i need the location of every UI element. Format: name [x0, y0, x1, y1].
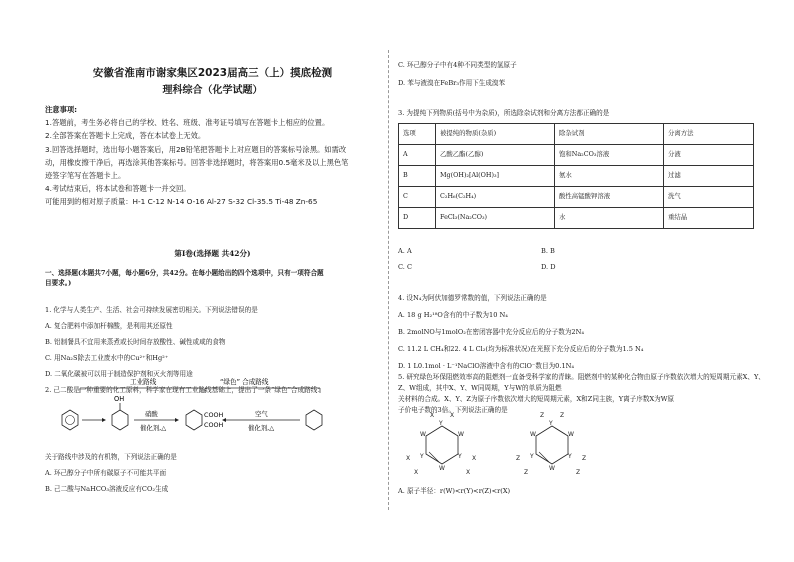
cyclohexanol-structure — [112, 395, 128, 430]
notice-block — [45, 103, 380, 209]
question-2-continued — [398, 60, 768, 88]
option-b: B. 2molNO与1molO₂在密闭容器中充分反应后的分子数为2N₄ — [398, 328, 585, 336]
svg-text:X: X — [406, 455, 411, 462]
option-a: A. 复合肥料中添加杆棉酸，是利用其还原性 — [45, 322, 173, 330]
option-d: D. 苯与液溴在FeBr₃作用下生成溴苯 — [398, 79, 506, 87]
table-row — [399, 166, 754, 187]
svg-text:Y: Y — [439, 420, 443, 427]
svg-text:W: W — [549, 465, 555, 472]
svg-text:X: X — [430, 412, 435, 419]
option-c: C. 11.2 L CH₄和22. 4 L Cl₂(均为标准状况)在光照下充分反应后的分子数为1.5 N₄ — [398, 345, 644, 353]
question-sub-stem: 关于路线中涉及的有机物，下列说法正确的是 — [45, 453, 177, 461]
purification-table — [398, 123, 754, 229]
section-title: 第Ⅰ卷(选择题 共42分) — [174, 249, 251, 258]
question-stem-line: 子价电子数的3倍。下列说法正确的是 — [398, 406, 508, 414]
table-cell: 乙酸乙酯(乙醇) — [436, 145, 555, 166]
section-intro-line: 目要求。) — [45, 279, 72, 287]
answer-a: A. A — [398, 247, 412, 255]
svg-text:Z: Z — [582, 455, 587, 462]
molecule-structure-left — [402, 412, 482, 478]
svg-text:Y: Y — [568, 453, 572, 460]
table-cell: 分液 — [664, 145, 754, 166]
adipic-acid-structure — [186, 410, 224, 430]
table-header: 选项 — [399, 124, 436, 145]
question-5-option-a: A. 原子半径：r(W)<r(Y)<r(Z)<r(X) — [398, 487, 511, 495]
svg-text:Z: Z — [516, 455, 521, 462]
svg-text:W: W — [568, 431, 574, 438]
table-row — [399, 208, 754, 229]
table-cell: 饱和Na₂CO₃溶液 — [555, 145, 664, 166]
table-cell: 氨水 — [555, 166, 664, 187]
notice-heading: 注意事项: — [45, 105, 78, 114]
hydroxyl-label: OH — [114, 395, 125, 403]
option-d: D. 二氧化碳被可以用于制造保护剂和灭火剂等用途 — [45, 370, 193, 378]
column-divider — [388, 50, 389, 510]
svg-text:Z: Z — [524, 469, 529, 476]
question-4 — [398, 293, 768, 371]
table-header: 被提纯的物质(杂质) — [436, 124, 555, 145]
question-stem: 1. 化学与人类生产、生活、社会可持续发展密切相关。下列说法错误的是 — [45, 306, 258, 314]
svg-text:W: W — [458, 431, 464, 438]
exam-subtitle: 理科综合（化学试题） — [162, 85, 263, 96]
question-2-stem: 2. 己二酸是一种重要的化工原料，科学家在现有工业路线基础上，提出了一条“绿色”合成路线： — [45, 386, 324, 394]
answer-d: D. D — [541, 263, 556, 271]
section-intro-line: 一、选择题(本题共7小题，每小题6分，共42分。在每小题给出的四个选项中，只有一项符合题 — [45, 269, 324, 277]
svg-text:Z: Z — [540, 412, 545, 419]
table-cell: B — [399, 166, 436, 187]
air-label: 空气 — [255, 410, 268, 418]
section-intro — [45, 268, 380, 288]
svg-text:W: W — [420, 431, 426, 438]
cooh-label: COOH — [204, 411, 224, 419]
benzene-structure — [62, 410, 78, 430]
question-3-answers — [398, 247, 768, 277]
molecule-structure-right — [512, 412, 592, 478]
svg-text:Y: Y — [458, 453, 462, 460]
option-a: A. 环己醇分子中所有碳原子不可能共平面 — [45, 469, 167, 477]
table-header: 分离方法 — [664, 124, 754, 145]
answer-b: B. B — [541, 247, 555, 255]
table-cell: D — [399, 208, 436, 229]
svg-text:X: X — [466, 469, 471, 476]
svg-text:Y: Y — [420, 453, 424, 460]
svg-text:X: X — [472, 455, 477, 462]
notice-item: 1.答题前，考生务必将自己的学校、姓名、班级、准考证号填写在答题卡上相应的位置。 — [45, 118, 330, 128]
table-row — [399, 145, 754, 166]
table-cell: 过滤 — [664, 166, 754, 187]
option-a: A. 18 g H₂¹⁸O含有的中子数为10 N₄ — [398, 311, 508, 319]
cooh-label: COOH — [204, 421, 224, 429]
notice-item: 动，用橡皮擦干净后，再选涂其他答案标号。回答非选择题时，将答案用0.5毫米及以上黑色笔 — [45, 157, 349, 167]
svg-text:Y: Y — [530, 453, 534, 460]
option-d: D. 1 L0.1mol · L⁻¹NaClO溶液中含有的ClO⁻数目为0.1N₄ — [398, 362, 575, 370]
svg-text:W: W — [530, 431, 536, 438]
svg-text:Z: Z — [576, 469, 581, 476]
catalyst-label: 催化剂,△ — [140, 424, 167, 432]
atomic-masses: 可能用到的相对原子质量：H-1 C-12 N-14 O-16 Al-27 S-32 Cl-35.5 Ti-48 Zn-65 — [45, 197, 318, 207]
svg-text:X: X — [414, 469, 419, 476]
question-stem-line: 5. 研究绿色环保阻燃效率高的阻燃剂一直备受科学家的青睐。阻燃剂中的某种化合物由原子序数依次增大的短周期元素X、Y、Z、W组成，其中X、Y、W同周期，Y与W的单质为阻燃 — [398, 373, 765, 392]
option-b: B. 己二酸与NaHCO₃溶液反应有CO₂生成 — [45, 485, 169, 493]
table-cell: 水 — [555, 208, 664, 229]
route-green-label: “绿色” 合成路线 — [220, 378, 269, 386]
table-cell: A — [399, 145, 436, 166]
question-stem: 4. 设N₄为阿伏加德罗常数的值，下列说法正确的是 — [398, 294, 547, 302]
question-2-options — [45, 452, 380, 494]
option-c: C. 环己醇分子中有4种不同类型的氢原子 — [398, 61, 517, 69]
catalyst-label: 催化剂,△ — [248, 424, 275, 432]
route-industrial-label: 工业路线 — [130, 378, 157, 386]
notice-item: 迹签字笔写在答题卡上。 — [45, 171, 126, 181]
notice-item: 2.全部答案在答题卡上完成，答在本试卷上无效。 — [45, 131, 206, 141]
adipic-acid-scheme — [50, 377, 350, 447]
table-cell: 重结晶 — [664, 208, 754, 229]
cyclohexane-structure — [306, 410, 322, 430]
option-b: B. 铝制餐具不宜用来蒸煮或长时间存放酸性、碱性或咸的食物 — [45, 338, 226, 346]
table-cell: C₂H₆(C₂H₄) — [436, 187, 555, 208]
svg-text:X: X — [450, 412, 455, 419]
svg-text:Z: Z — [560, 412, 565, 419]
question-5 — [398, 372, 768, 416]
svg-text:W: W — [439, 465, 445, 472]
table-cell: 酸性高锰酸钾溶液 — [555, 187, 664, 208]
answer-c: C. C — [398, 263, 413, 271]
svg-text:Y: Y — [549, 420, 553, 427]
table-cell: FeCl₃(Na₂CO₃) — [436, 208, 555, 229]
notice-item: 3.回答选择题时，选出每小题答案后，用2B铅笔把答题卡上对应题目的答案标号涂黑。如需改 — [45, 144, 347, 154]
table-cell: C — [399, 187, 436, 208]
table-row — [399, 187, 754, 208]
table-header-row — [399, 124, 754, 145]
option-c: C. 用Na₂S除去工业废水中的Cu²⁺和Hg²⁺ — [45, 354, 169, 362]
table-cell: 洗气 — [664, 187, 754, 208]
question-3-stem: 3. 为提纯下列物质(括号中为杂质)，所选除杂试剂和分离方法都正确的是 — [398, 109, 610, 117]
nitric-acid-label: 硝酸 — [145, 410, 158, 418]
table-header: 除杂试剂 — [555, 124, 664, 145]
table-cell: Mg(OH)₂[Al(OH)₃] — [436, 166, 555, 187]
exam-title: 安徽省淮南市谢家集区2023届高三（上）摸底检测 — [92, 67, 333, 79]
notice-item: 4.考试结束后，将本试卷和答题卡一并交回。 — [45, 184, 191, 194]
question-stem-line: 关材料的合成。X、Y、Z为原子序数依次增大的短周期元素，X和Z同主族，Y离子序数X为W原 — [398, 395, 675, 403]
